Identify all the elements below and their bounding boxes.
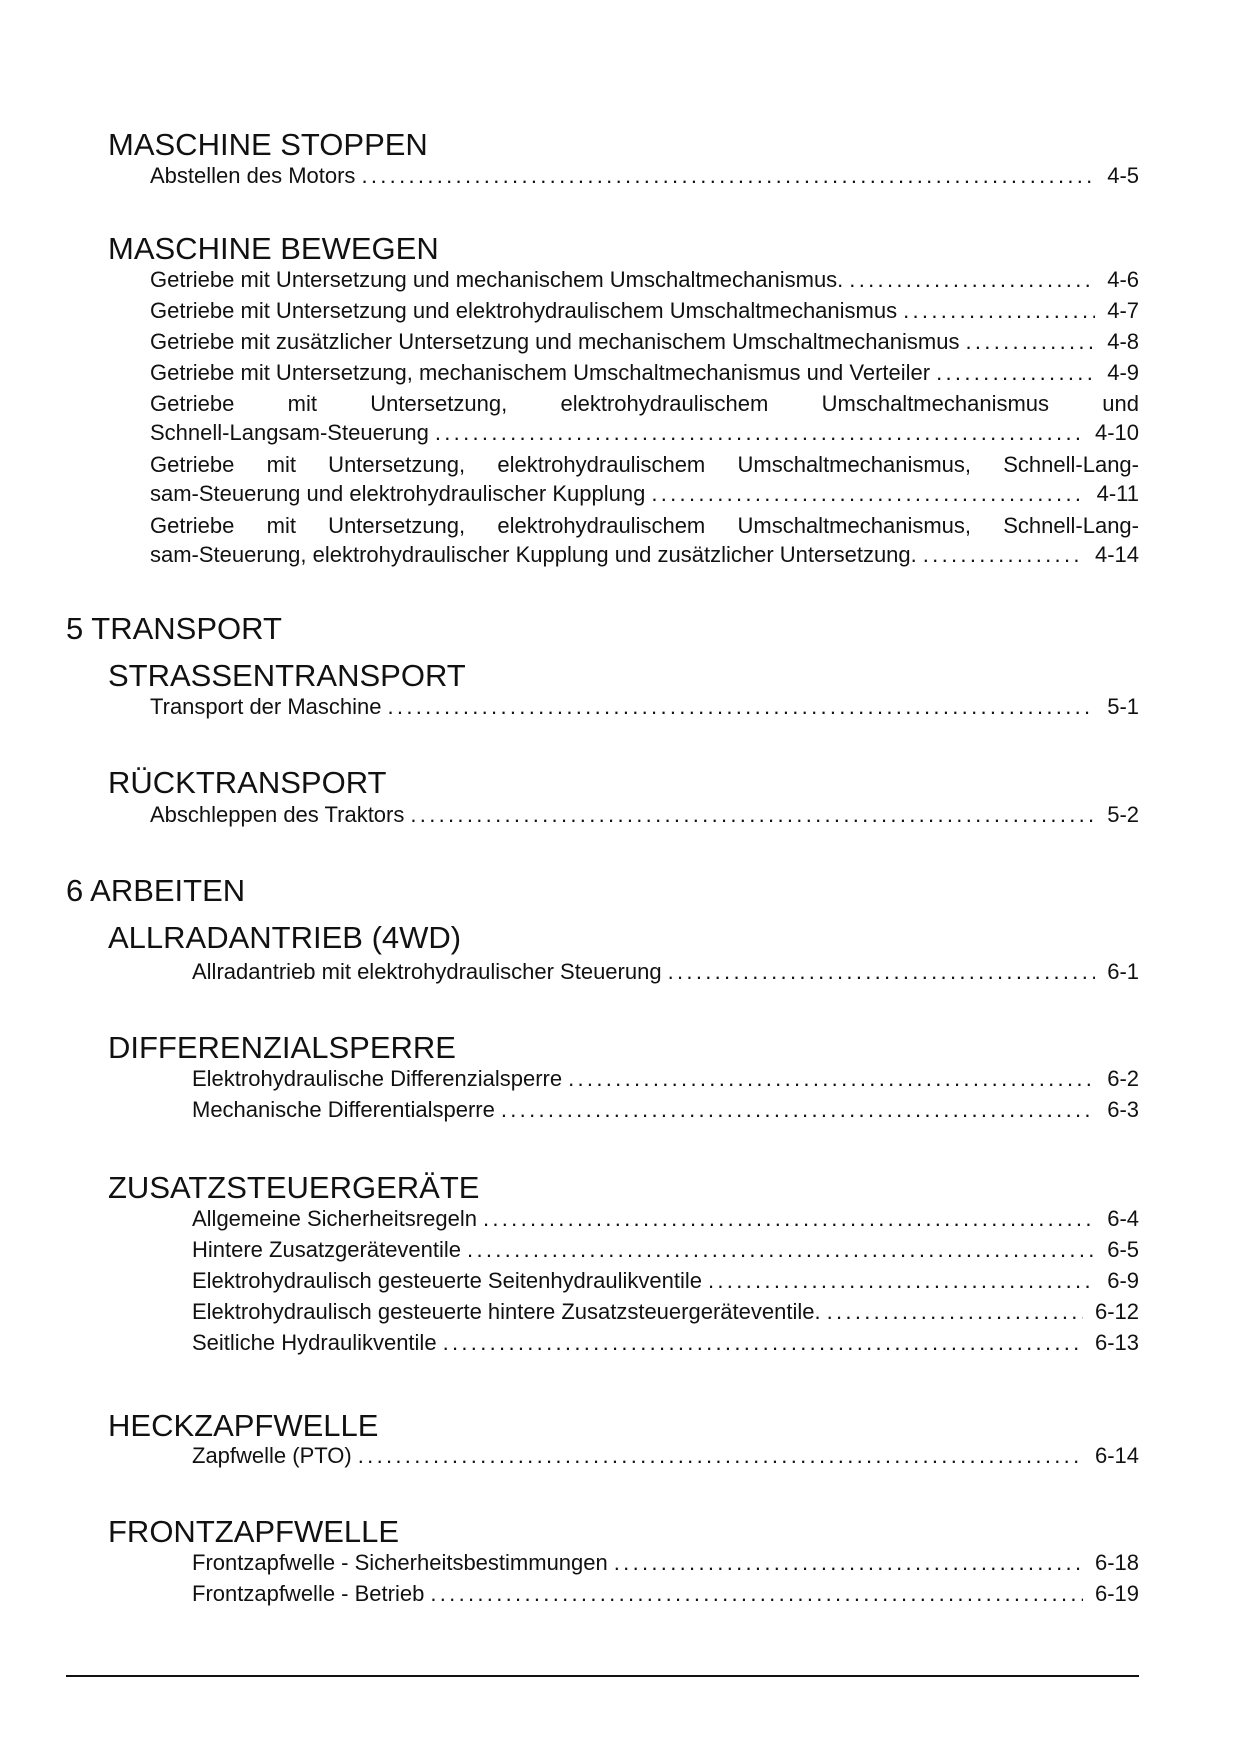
section-heading: ALLRADANTRIEB (4WD) xyxy=(108,920,462,955)
entry-title: Getriebe mit Untersetzung und mechanischem Umschaltmechanismus. xyxy=(150,267,844,292)
toc-entry[interactable] xyxy=(150,541,1139,569)
toc-entry[interactable] xyxy=(150,480,1139,508)
leader-dots xyxy=(388,693,1096,721)
page-number: 4-6 xyxy=(1107,267,1139,292)
toc-entry[interactable] xyxy=(192,1205,1139,1233)
leader-dots xyxy=(827,1298,1083,1326)
leader-dots xyxy=(651,480,1084,508)
toc-entry[interactable] xyxy=(150,419,1139,447)
toc-entry[interactable] xyxy=(192,1267,1139,1295)
toc-entry[interactable] xyxy=(150,359,1139,387)
entry-title: Schnell-Langsam-Steuerung xyxy=(150,420,429,445)
leader-dots xyxy=(614,1549,1083,1577)
leader-dots xyxy=(708,1267,1095,1295)
toc-entry[interactable] xyxy=(150,266,1139,294)
page-number: 4-14 xyxy=(1094,542,1139,567)
entry-title: Getriebe mit Untersetzung und elektrohydraulischem Umschaltmechanismus xyxy=(150,298,898,323)
page-number: 5-1 xyxy=(1107,694,1139,719)
entry-title: sam-Steuerung und elektrohydraulischer Kupplung xyxy=(150,481,646,506)
page-number: 6-14 xyxy=(1094,1443,1139,1468)
page-number: 6-3 xyxy=(1107,1097,1139,1122)
page-number: 6-5 xyxy=(1107,1237,1139,1262)
chapter-heading: 6 ARBEITEN xyxy=(66,873,246,908)
section-heading: DIFFERENZIALSPERRE xyxy=(108,1030,456,1065)
section-heading: MASCHINE STOPPEN xyxy=(108,127,428,162)
toc-entry[interactable] xyxy=(192,1236,1139,1264)
toc-entry[interactable] xyxy=(192,1096,1139,1124)
chapter-heading: 5 TRANSPORT xyxy=(66,611,282,646)
toc-entry[interactable] xyxy=(150,801,1139,829)
entry-title: Elektrohydraulische Differenzialsperre xyxy=(192,1066,563,1091)
page-number: 4-10 xyxy=(1094,420,1139,445)
toc-entry[interactable] xyxy=(150,693,1139,721)
toc-entry[interactable] xyxy=(192,1442,1139,1470)
leader-dots xyxy=(568,1065,1095,1093)
leader-dots xyxy=(965,328,1095,356)
leader-dots xyxy=(923,541,1083,569)
entry-title: Frontzapfwelle - Sicherheitsbestimmungen xyxy=(192,1550,608,1575)
page-number: 5-2 xyxy=(1107,802,1139,827)
page-number: 4-8 xyxy=(1107,329,1139,354)
entry-title: sam-Steuerung, elektrohydraulischer Kupplung und zusätzlicher Untersetzung. xyxy=(150,542,917,567)
footer-rule xyxy=(66,1675,1139,1677)
toc-entry[interactable] xyxy=(192,958,1139,986)
page-number: 4-7 xyxy=(1107,298,1139,323)
toc-entry[interactable] xyxy=(192,1580,1139,1608)
leader-dots xyxy=(467,1236,1095,1264)
page-number: 6-13 xyxy=(1094,1330,1139,1355)
toc-entry[interactable] xyxy=(192,1065,1139,1093)
leader-dots xyxy=(435,419,1083,447)
entry-title: Elektrohydraulisch gesteuerte Seitenhydraulikventile xyxy=(192,1268,702,1293)
entry-title: Elektrohydraulisch gesteuerte hintere Zusatzsteuergeräteventile. xyxy=(192,1299,821,1324)
entry-title: Hintere Zusatzgeräteventile xyxy=(192,1237,462,1262)
leader-dots xyxy=(358,1442,1083,1470)
toc-entry[interactable] xyxy=(192,1549,1139,1577)
page-number: 6-4 xyxy=(1107,1206,1139,1231)
section-heading: RÜCKTRANSPORT xyxy=(108,765,387,800)
leader-dots xyxy=(430,1580,1083,1608)
toc-entry[interactable] xyxy=(192,1329,1139,1357)
toc-entry[interactable] xyxy=(150,162,1139,190)
entry-title: Seitliche Hydraulikventile xyxy=(192,1330,437,1355)
leader-dots xyxy=(936,359,1095,387)
entry-title: Transport der Maschine xyxy=(150,694,382,719)
toc-entry-line: Getriebe mit Untersetzung, elektrohydraulischem Umschaltmechanismus, Schnell-Lang- xyxy=(150,452,1139,477)
leader-dots xyxy=(410,801,1095,829)
toc-entry-line: Getriebe mit Untersetzung, elektrohydraulischem Umschaltmechanismus und xyxy=(150,391,1139,416)
leader-dots xyxy=(361,162,1095,190)
toc-entry[interactable] xyxy=(192,1298,1139,1326)
entry-title: Abschleppen des Traktors xyxy=(150,802,405,827)
leader-dots xyxy=(903,297,1095,325)
page-number: 6-18 xyxy=(1094,1550,1139,1575)
section-heading: MASCHINE BEWEGEN xyxy=(108,231,439,266)
page-number: 4-5 xyxy=(1107,163,1139,188)
page-number: 6-2 xyxy=(1107,1066,1139,1091)
section-heading: HECKZAPFWELLE xyxy=(108,1408,379,1443)
leader-dots xyxy=(501,1096,1095,1124)
entry-title: Getriebe mit Untersetzung, mechanischem Umschaltmechanismus und Verteiler xyxy=(150,360,931,385)
leader-dots xyxy=(443,1329,1083,1357)
entry-title: Mechanische Differentialsperre xyxy=(192,1097,495,1122)
page-number: 6-1 xyxy=(1107,959,1139,984)
toc-entry[interactable] xyxy=(150,297,1139,325)
entry-title: Getriebe mit zusätzlicher Untersetzung und mechanischem Umschaltmechanismus xyxy=(150,329,960,354)
section-heading: FRONTZAPFWELLE xyxy=(108,1514,400,1549)
entry-title: Zapfwelle (PTO) xyxy=(192,1443,352,1468)
toc-entry[interactable] xyxy=(150,328,1139,356)
page-number: 6-12 xyxy=(1094,1299,1139,1324)
entry-title: Frontzapfwelle - Betrieb xyxy=(192,1581,425,1606)
leader-dots xyxy=(483,1205,1095,1233)
page-number: 4-11 xyxy=(1096,481,1139,506)
entry-title: Allgemeine Sicherheitsregeln xyxy=(192,1206,477,1231)
page-number: 6-9 xyxy=(1107,1268,1139,1293)
toc-entry-line: Getriebe mit Untersetzung, elektrohydraulischem Umschaltmechanismus, Schnell-Lang- xyxy=(150,513,1139,538)
entry-title: Abstellen des Motors xyxy=(150,163,356,188)
leader-dots xyxy=(668,958,1096,986)
entry-title: Allradantrieb mit elektrohydraulischer Steuerung xyxy=(192,959,662,984)
page-number: 4-9 xyxy=(1107,360,1139,385)
section-heading: STRASSENTRANSPORT xyxy=(108,658,466,693)
page-number: 6-19 xyxy=(1094,1581,1139,1606)
leader-dots xyxy=(849,266,1095,294)
section-heading: ZUSATZSTEUERGERÄTE xyxy=(108,1170,480,1205)
